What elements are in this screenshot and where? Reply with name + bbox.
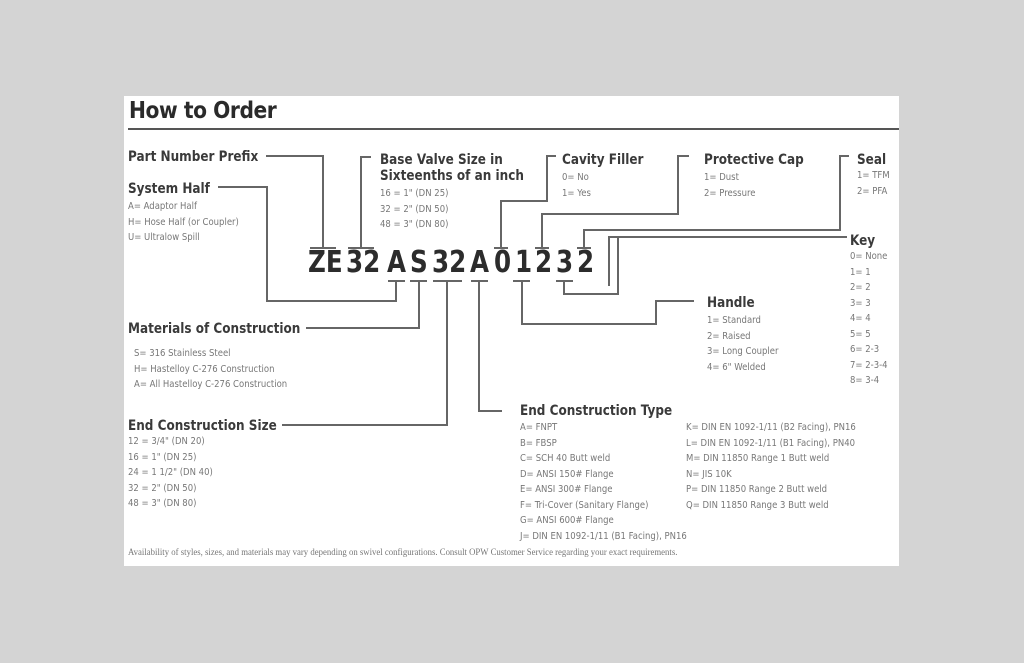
code-segment-end-type: A: [470, 245, 490, 280]
option: 8= 3-4: [850, 375, 880, 386]
option: 48 = 3" (DN 80): [380, 219, 449, 230]
end-construction-type-options-col1: [520, 420, 687, 544]
option: 4= 6" Welded: [707, 361, 766, 373]
option: K= DIN EN 1092-1/11 (B2 Facing), PN16: [686, 422, 856, 433]
option: E= ANSI 300# Flange: [520, 484, 613, 495]
option: 6= 2-3: [850, 344, 880, 355]
option: 2= Pressure: [704, 187, 756, 199]
page-title: How to Order: [129, 98, 277, 124]
option: H= Hastelloy C-276 Construction: [134, 363, 275, 375]
protective-cap-header: Protective Cap: [704, 152, 804, 168]
option: U= Ultralow Spill: [128, 232, 200, 243]
code-segment-protective-cap: 2: [535, 245, 553, 280]
option: 7= 2-3-4: [850, 359, 888, 371]
option: D= ANSI 150# Flange: [520, 468, 614, 480]
end-construction-type-options-col2: [686, 420, 856, 513]
code-segment-prefix: ZE: [308, 245, 343, 280]
code-segment-key: 3: [556, 245, 574, 280]
code-segment-system-half: A: [387, 245, 407, 280]
option: 1= TFM: [857, 170, 890, 181]
option: 48 = 3" (DN 80): [128, 498, 197, 509]
seal-header: Seal: [857, 152, 887, 168]
option: F= Tri-Cover (Sanitary Flange): [520, 499, 649, 511]
option: A= All Hastelloy C-276 Construction: [134, 379, 288, 390]
option: 1= Dust: [704, 172, 739, 183]
materials-of-construction-options: [134, 346, 287, 393]
cavity-filler-header: Cavity Filler: [562, 152, 644, 168]
option: 12 = 3/4" (DN 20): [128, 436, 205, 447]
option: 32 = 2" (DN 50): [380, 203, 449, 215]
code-segment-end-size: 32: [432, 245, 467, 280]
option: 1= Standard: [707, 315, 761, 326]
option: A= Adaptor Half: [128, 201, 197, 212]
option: 16 = 1" (DN 25): [128, 451, 197, 463]
materials-of-construction-header: Materials of Construction: [128, 321, 301, 337]
cavity-filler-options: [562, 170, 591, 201]
how-to-order-card: [124, 96, 899, 566]
option: J= DIN EN 1092-1/11 (B1 Facing), PN16: [520, 530, 687, 542]
seal-options: [857, 168, 890, 199]
option: 3= 3: [850, 297, 871, 309]
protective-cap-options: [704, 170, 756, 201]
option: Q= DIN 11850 Range 3 Butt weld: [686, 499, 829, 511]
code-segment-seal: 2: [577, 245, 595, 280]
option: 0= No: [562, 172, 589, 183]
base-valve-size-options: [380, 186, 448, 233]
code-segment-material: S: [410, 245, 428, 280]
handle-options: [707, 313, 779, 375]
key-options: [850, 249, 888, 389]
option: A= FNPT: [520, 422, 558, 433]
option: 16 = 1" (DN 25): [380, 188, 449, 199]
base-valve-size-header: Base Valve Size in Sixteenths of an inch: [380, 152, 524, 184]
option: 5= 5: [850, 328, 871, 340]
option: 32 = 2" (DN 50): [128, 482, 197, 494]
option: P= DIN 11850 Range 2 Butt weld: [686, 484, 828, 495]
option: 1= 1: [850, 266, 871, 278]
option: C= SCH 40 Butt weld: [520, 453, 611, 464]
end-construction-size-options: [128, 434, 213, 512]
code-segment-handle: 1: [515, 245, 533, 280]
title-divider: [128, 128, 899, 130]
option: 2= PFA: [857, 185, 888, 197]
key-header: Key: [850, 233, 876, 249]
option: M= DIN 11850 Range 1 Butt weld: [686, 453, 830, 464]
option: 2= 2: [850, 282, 871, 293]
option: S= 316 Stainless Steel: [134, 348, 231, 359]
option: 2= Raised: [707, 330, 751, 342]
option: G= ANSI 600# Flange: [520, 515, 614, 526]
code-segment-cavity-filler: 0: [494, 245, 512, 280]
end-construction-type-header: End Construction Type: [520, 403, 673, 419]
footnote: Availability of styles, sizes, and materials may vary depending on swivel configurations. Consult OPW Customer Service regarding your exact requirements.: [128, 548, 678, 558]
code-segment-base-size: 32: [346, 245, 381, 280]
option: N= JIS 10K: [686, 468, 732, 480]
option: H= Hose Half (or Coupler): [128, 216, 239, 228]
option: 0= None: [850, 251, 888, 262]
system-half-options: [128, 199, 239, 246]
handle-header: Handle: [707, 295, 755, 311]
option: L= DIN EN 1092-1/11 (B1 Facing), PN40: [686, 437, 856, 449]
option: 1= Yes: [562, 187, 591, 199]
option: 4= 4: [850, 313, 871, 324]
part-number-prefix-header: Part Number Prefix: [128, 149, 259, 165]
end-construction-size-header: End Construction Size: [128, 418, 277, 434]
option: 3= Long Coupler: [707, 346, 779, 357]
system-half-header: System Half: [128, 181, 210, 197]
option: 24 = 1 1/2" (DN 40): [128, 467, 213, 478]
option: B= FBSP: [520, 437, 557, 449]
